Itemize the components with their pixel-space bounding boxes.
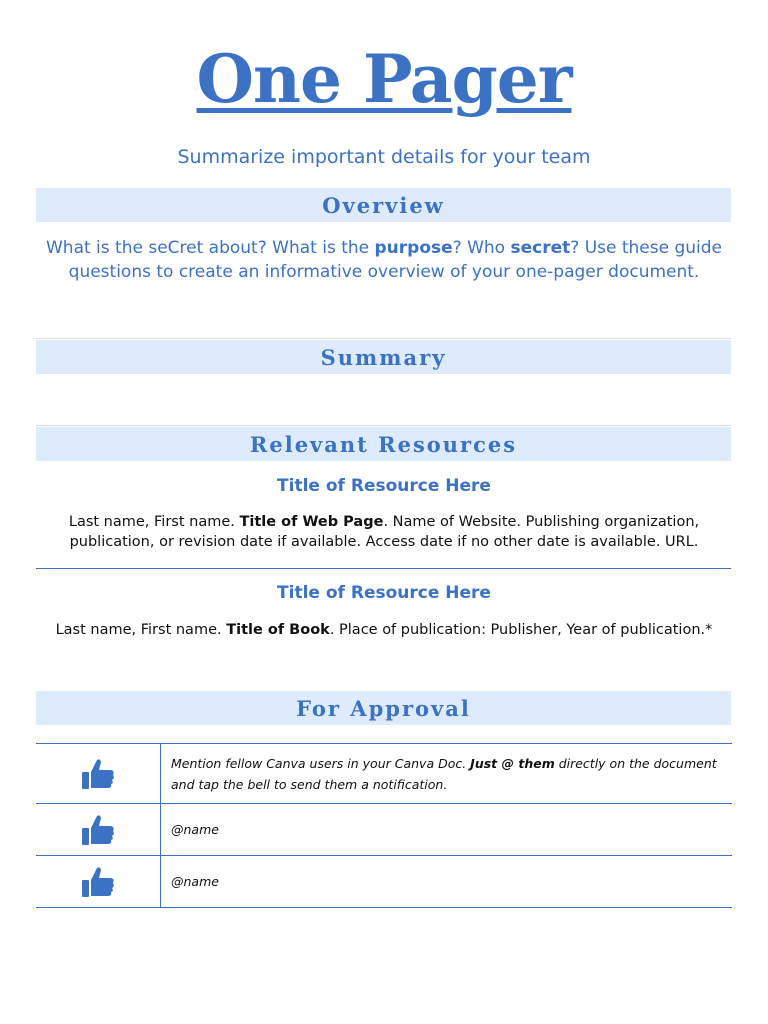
resource-divider bbox=[36, 568, 731, 569]
approval-text-bold: Just @ them bbox=[470, 755, 555, 771]
overview-heading: Overview bbox=[36, 188, 731, 222]
approval-row bbox=[36, 856, 732, 908]
citation-bold: Title of Book bbox=[226, 622, 330, 638]
citation-prefix: Last name, First name. bbox=[68, 514, 240, 530]
resource-title: Title of Resource Here bbox=[277, 583, 491, 603]
thumbs-up-icon bbox=[81, 757, 115, 791]
overview-text-part2: ? Who bbox=[452, 238, 511, 258]
thumbs-up-icon bbox=[81, 813, 115, 847]
summary-heading: Summary bbox=[36, 340, 731, 374]
citation-suffix: . Place of publication: Publisher, Year of publication.* bbox=[329, 622, 713, 638]
resource-title: Title of Resource Here bbox=[277, 476, 491, 496]
resource-citation bbox=[50, 620, 718, 640]
page-title-text: One Pager bbox=[196, 40, 572, 118]
divider bbox=[36, 425, 731, 426]
page-subtitle: Summarize important details for your team bbox=[177, 146, 591, 168]
approval-heading: For Approval bbox=[36, 691, 731, 725]
approval-icon-cell bbox=[36, 856, 161, 908]
approval-table bbox=[36, 743, 732, 908]
page-title bbox=[0, 40, 768, 118]
citation-suffix: . Name of Website. Publishing organization, publication, or revision date if available. Access date if no other date is available. URL. bbox=[69, 514, 700, 550]
resources-heading: Relevant Resources bbox=[36, 427, 731, 461]
overview-text bbox=[40, 236, 728, 284]
overview-bold-purpose: purpose bbox=[374, 238, 453, 258]
overview-text-part1: What is the seCret about? What is the bbox=[45, 238, 375, 258]
overview-text-part3: ? Use these guide questions to create an informative overview of your one-pager document. bbox=[68, 238, 723, 282]
approval-text[interactable] bbox=[161, 856, 733, 908]
thumbs-up-icon bbox=[81, 865, 115, 899]
divider bbox=[36, 338, 731, 339]
approval-row bbox=[36, 744, 732, 804]
approval-text-suffix: directly on the document and tap the bell to send them a notification. bbox=[171, 755, 717, 792]
resource-citation bbox=[50, 512, 718, 552]
overview-bold-secret: secret bbox=[510, 238, 571, 258]
approval-text[interactable] bbox=[161, 744, 733, 804]
citation-prefix: Last name, First name. bbox=[55, 622, 227, 638]
approval-text-prefix: Mention fellow Canva users in your Canva Doc. bbox=[171, 755, 471, 771]
approval-text[interactable] bbox=[161, 804, 733, 856]
approval-row bbox=[36, 804, 732, 856]
approval-name: @name bbox=[171, 874, 219, 889]
approval-icon-cell bbox=[36, 744, 161, 804]
citation-bold: Title of Web Page bbox=[239, 514, 384, 530]
approval-icon-cell bbox=[36, 804, 161, 856]
approval-name: @name bbox=[171, 822, 219, 837]
